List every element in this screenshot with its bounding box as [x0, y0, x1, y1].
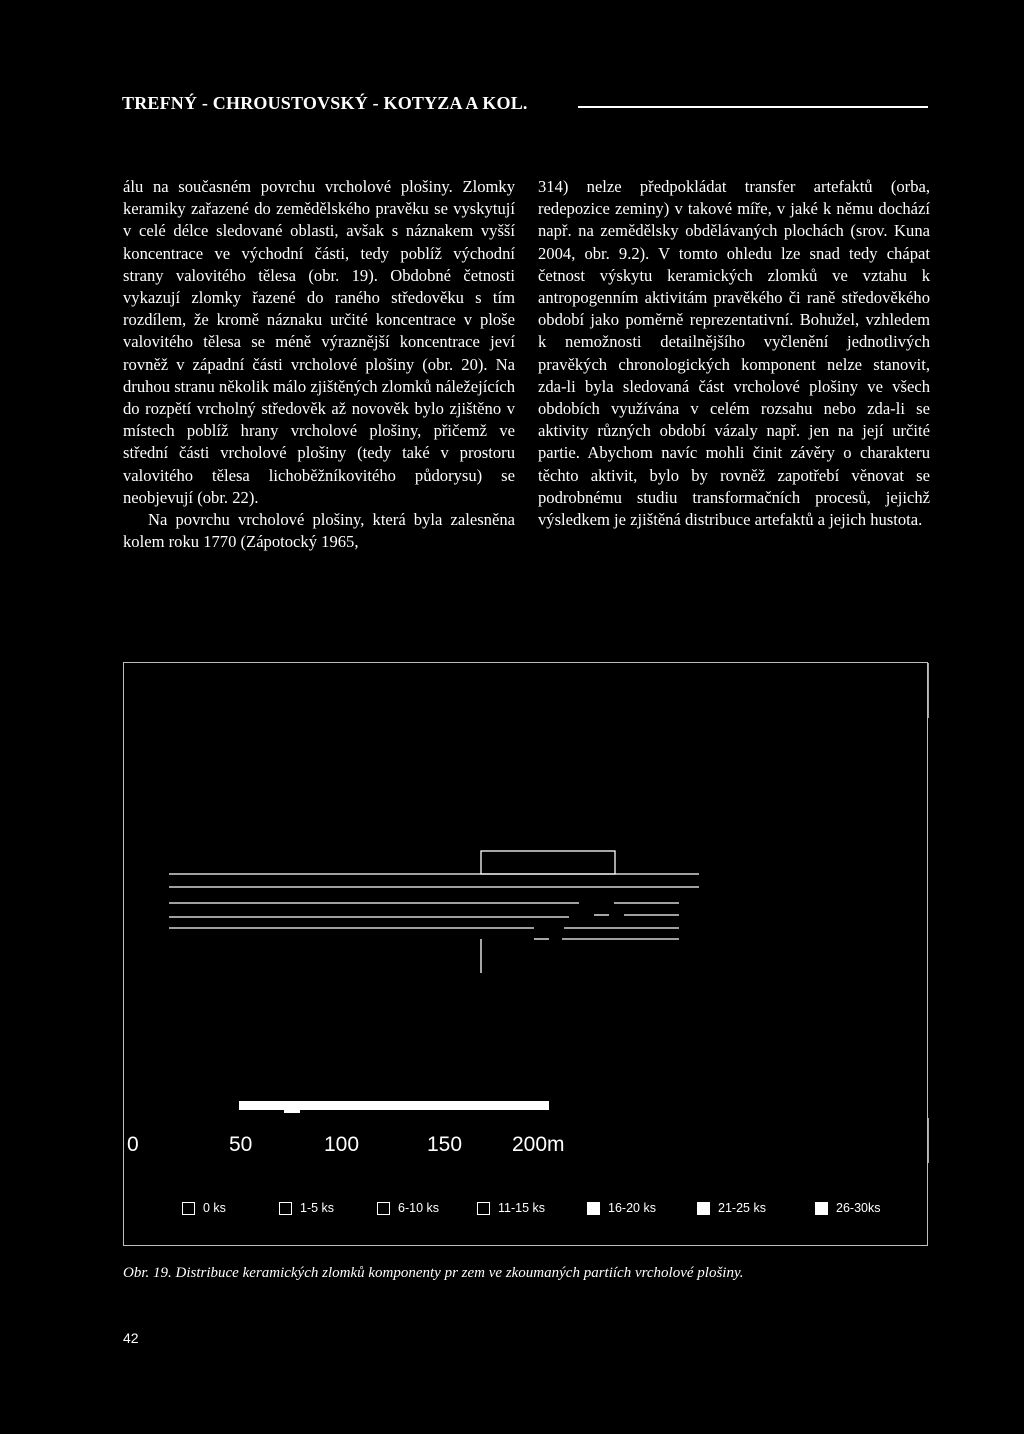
legend-item [279, 1201, 334, 1215]
legend-swatch [587, 1202, 600, 1215]
legend-label: 21-25 ks [718, 1201, 766, 1215]
scale-label: 100 [324, 1133, 360, 1156]
distribution-map-figure [123, 662, 928, 1246]
scale-label: 150 [427, 1133, 463, 1156]
scale-bar-segment [239, 1101, 549, 1110]
scale-bar [239, 1101, 549, 1113]
paragraph: álu na současném povrchu vrcholové plošiny. Zlomky keramiky zařazené do zemědělského pravěku se vyskytují v celé délce sledované oblasti, avšak s náznakem vyšší koncentrace ve východní části, tedy poblíž východní strany valovitého tělesa (obr. 19). Obdobné četnosti vykazují zlomky řazené do raného středověku s tím rozdílem, že kromě náznaku určité koncentrace v ploše valovitého tělesa se méně výraznější koncentrace jeví rovněž v západní části vrcholové plošiny (obr. 20). Na druhou stranu několik málo zjištěných zlomků náležejících do rozpětí vrcholný středověk až novověk bylo zjištěno v místech poblíž hrany vrcholové plošiny, přičemž ve střední části vrcholové plošiny (tedy také v prostoru valovitého tělesa lichoběžníkovitého půdorysu) se neobjevují (obr. 22). [123, 177, 515, 507]
legend-swatch [697, 1202, 710, 1215]
legend-item [182, 1201, 226, 1215]
legend-swatch [477, 1202, 490, 1215]
paragraph: 314) nelze předpokládat transfer artefaktů (orba, redepozice zeminy) v takové míře, v jaké k němu dochází např. na zemědělsky obdělávaných plochách (srov. Kuna 2004, obr. 9.2). V tomto ohledu lze snad tedy chápat četnost výskytu keramických zlomků ve vztahu k antropogenním aktivitám pravěkého či raně středověkého období jako poměrně reprezentativní. Bohužel, vzhledem k nemožnosti detailnějšího vyčlenění jednotlivých pravěkých chronologických komponent nelze stanovit, zda-li byla sledovaná část vrcholové plošiny ve všech obdobích využívána v celém rozsahu nebo zda-li se aktivity různých období vázaly např. jen na její určité partie. Abychom navíc mohli činit závěry o charakteru těchto aktivit, bylo by rovněž zapotřebí věnovat se podrobnému studiu transformačních procesů, jejichž výsledkem je zjištěná distribuce artefaktů a jejich hustota. [538, 177, 930, 530]
page-number: 42 [123, 1330, 139, 1346]
text-column-left [123, 176, 515, 553]
figure-caption: Obr. 19. Distribuce keramických zlomků komponenty pr zem ve zkoumaných partiích vrcholové plošiny. [123, 1265, 744, 1281]
header-title: TREFNÝ - CHROUSTOVSKÝ - KOTYZA A KOL. [122, 93, 528, 113]
running-header [122, 93, 928, 123]
legend-item [697, 1201, 766, 1215]
legend-label: 11-15 ks [498, 1201, 546, 1215]
legend-swatch [182, 1202, 195, 1215]
text-column-right [538, 176, 930, 531]
legend-item [477, 1201, 545, 1215]
map-survey-box [481, 851, 615, 874]
legend-item [377, 1201, 439, 1215]
legend-swatch [377, 1202, 390, 1215]
legend-label: 26-30ks [836, 1201, 881, 1215]
legend-item [815, 1201, 880, 1215]
scale-bar-tick [284, 1110, 300, 1113]
legend-label: 0 ks [203, 1201, 226, 1215]
legend-swatch [815, 1202, 828, 1215]
map-graphic [124, 663, 929, 1247]
legend-swatch [279, 1202, 292, 1215]
scale-label: 200m [512, 1133, 565, 1156]
paragraph: Na povrchu vrcholové plošiny, která byla zalesněna kolem roku 1770 (Zápotocký 1965, [123, 510, 515, 552]
legend-label: 6-10 ks [398, 1201, 439, 1215]
legend-item [587, 1201, 656, 1215]
scale-label: 50 [229, 1133, 253, 1156]
legend-label: 1-5 ks [300, 1201, 335, 1215]
scale-label: 0 [127, 1133, 139, 1156]
legend-label: 16-20 ks [608, 1201, 656, 1215]
header-rule [578, 106, 928, 108]
